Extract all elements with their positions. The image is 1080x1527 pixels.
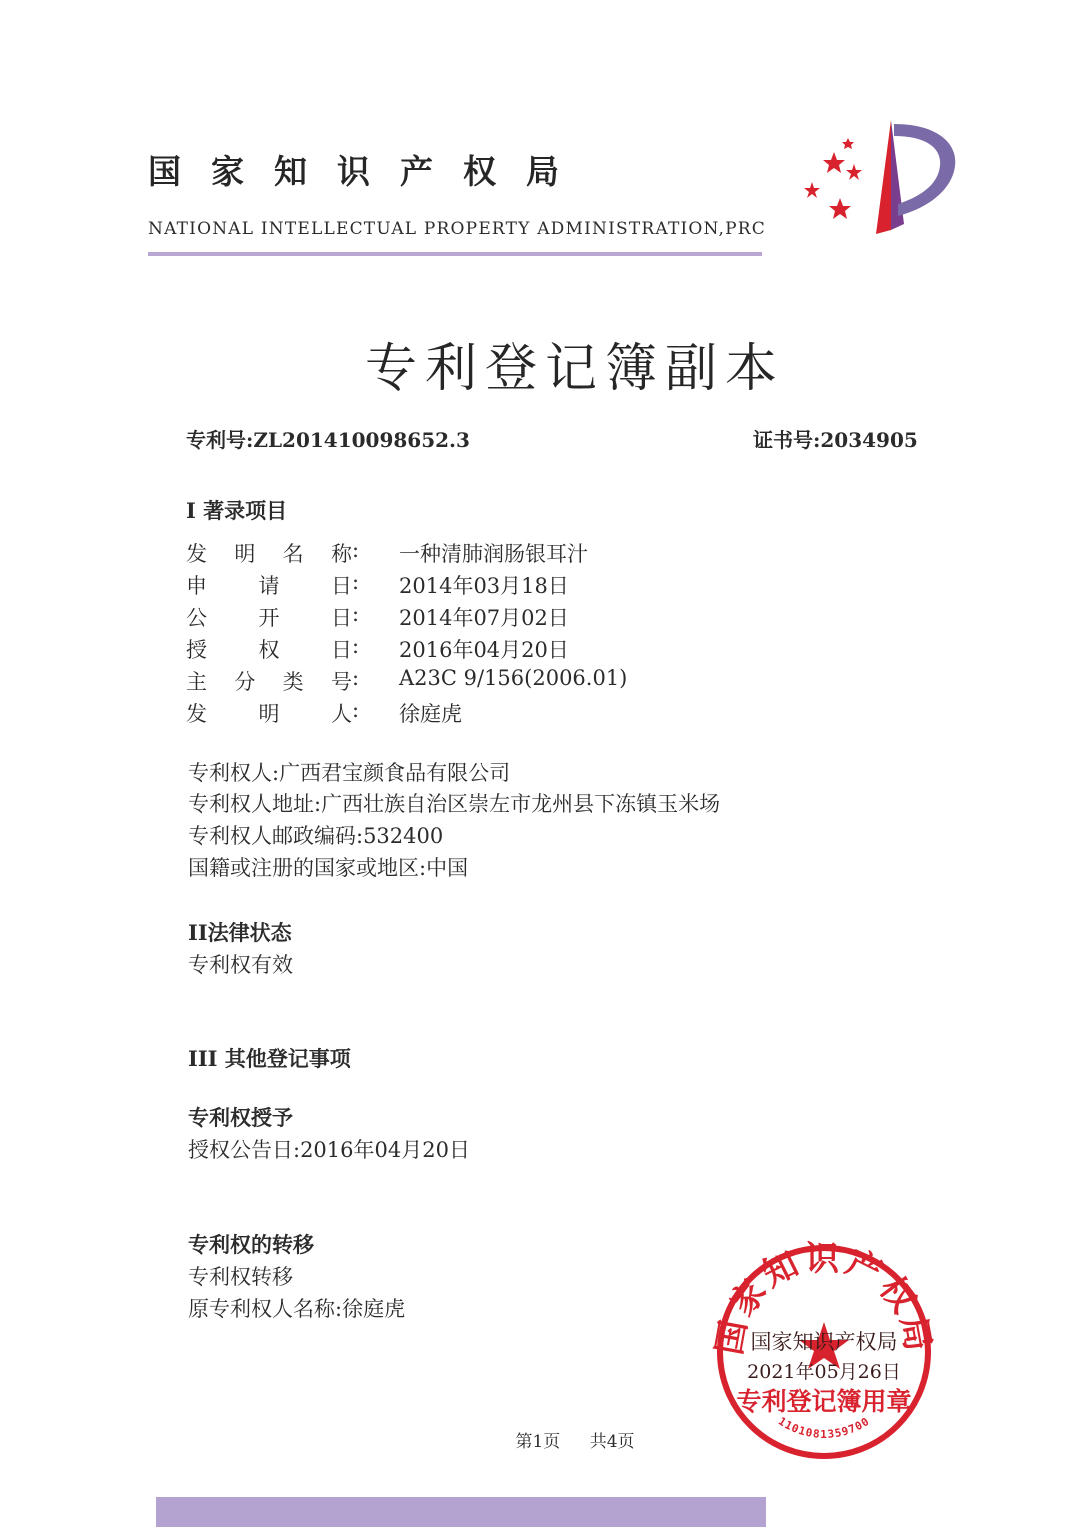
field-value: 一种清肺润肠银耳汁 [399,542,588,566]
field-label [186,602,352,632]
certificate-number: 证书号:2034905 [753,428,918,452]
patent-number: 专利号:ZL201410098652.3 [186,428,470,452]
original-patentee: 原专利权人名称:徐庭虎 [188,1297,406,1321]
transfer-title: 专利权的转移 [188,1232,314,1257]
page-total: 共4页 [589,1432,635,1452]
seal-line-date: 2021年05月26日 [747,1361,901,1383]
section-legal-status-title: II法律状态 [188,920,292,945]
field-label-char: 授 [186,638,207,662]
patentee-name: 专利权人:广西君宝颜食品有限公司 [188,761,511,785]
header-divider [148,252,762,256]
field-label-char: 发 [186,702,207,726]
grant-title: 专利权授予 [188,1105,293,1130]
field-label [186,666,352,696]
seal-line-org: 国家知识产权局 [750,1330,898,1354]
seal-ring-text: 国家知识产权局 [712,1240,936,1358]
org-name-en: NATIONAL INTELLECTUAL PROPERTY ADMINISTRATION,PRC [148,219,766,239]
field-colon: : [352,538,360,562]
field-value: 2016年04月20日 [399,638,569,662]
section-other-title: III 其他登记事项 [188,1046,351,1071]
field-label-char: 主 [186,670,207,694]
field-colon: : [352,570,360,594]
patentee-postcode: 专利权人邮政编码:532400 [188,824,444,848]
field-label-char: 日 [331,574,352,598]
field-value: 2014年07月02日 [399,606,569,630]
field-label-char: 明 [258,702,280,726]
field-label-char: 发 [186,542,207,566]
field-label-char: 称 [330,542,352,566]
field-colon: : [352,698,360,722]
patentee-country: 国籍或注册的国家或地区:中国 [188,856,469,880]
official-seal-icon [712,1240,936,1464]
field-label-char: 公 [186,606,207,630]
patentee-address: 专利权人地址:广西壮族自治区崇左市龙州县下冻镇玉米场 [188,792,721,816]
transfer-type: 专利权转移 [188,1265,293,1289]
field-label [186,698,352,728]
field-label [186,634,352,664]
cnipa-logo-icon [798,112,960,242]
field-colon: : [352,634,360,658]
field-label-char: 请 [258,574,280,598]
org-name-cn: 国家知识产权局 [148,152,589,191]
field-label-char: 申 [186,574,207,598]
field-value: A23C 9/156(2006.01) [399,666,628,690]
legal-status-value: 专利权有效 [188,953,293,977]
field-label-char: 明 [234,542,256,566]
field-value: 2014年03月18日 [399,574,569,598]
document-title: 专利登记簿副本 [364,339,785,399]
field-label [186,570,352,600]
seal-code: 1101081359700 [775,1414,873,1441]
grant-announcement-date: 授权公告日:2016年04月20日 [188,1138,470,1162]
footer-band [156,1497,766,1527]
field-label-char: 名 [282,542,304,566]
field-label-char: 号 [330,670,352,694]
field-colon: : [352,602,360,626]
field-value: 徐庭虎 [399,702,462,726]
page-number: 第1页 [515,1432,561,1452]
field-label-char: 日 [331,606,352,630]
section-bibliographic-title: I 著录项目 [186,498,288,523]
field-label-char: 人 [331,702,352,726]
field-label-char: 类 [282,670,304,694]
field-label-char: 日 [331,638,352,662]
seal-line-purpose: 专利登记簿用章 [736,1387,912,1416]
field-label-char: 开 [258,606,280,630]
field-label-char: 权 [258,638,280,662]
svg-text:1101081359700 [776,1415,872,1441]
field-label [186,538,352,568]
field-colon: : [352,666,360,690]
field-label-char: 分 [234,670,256,694]
